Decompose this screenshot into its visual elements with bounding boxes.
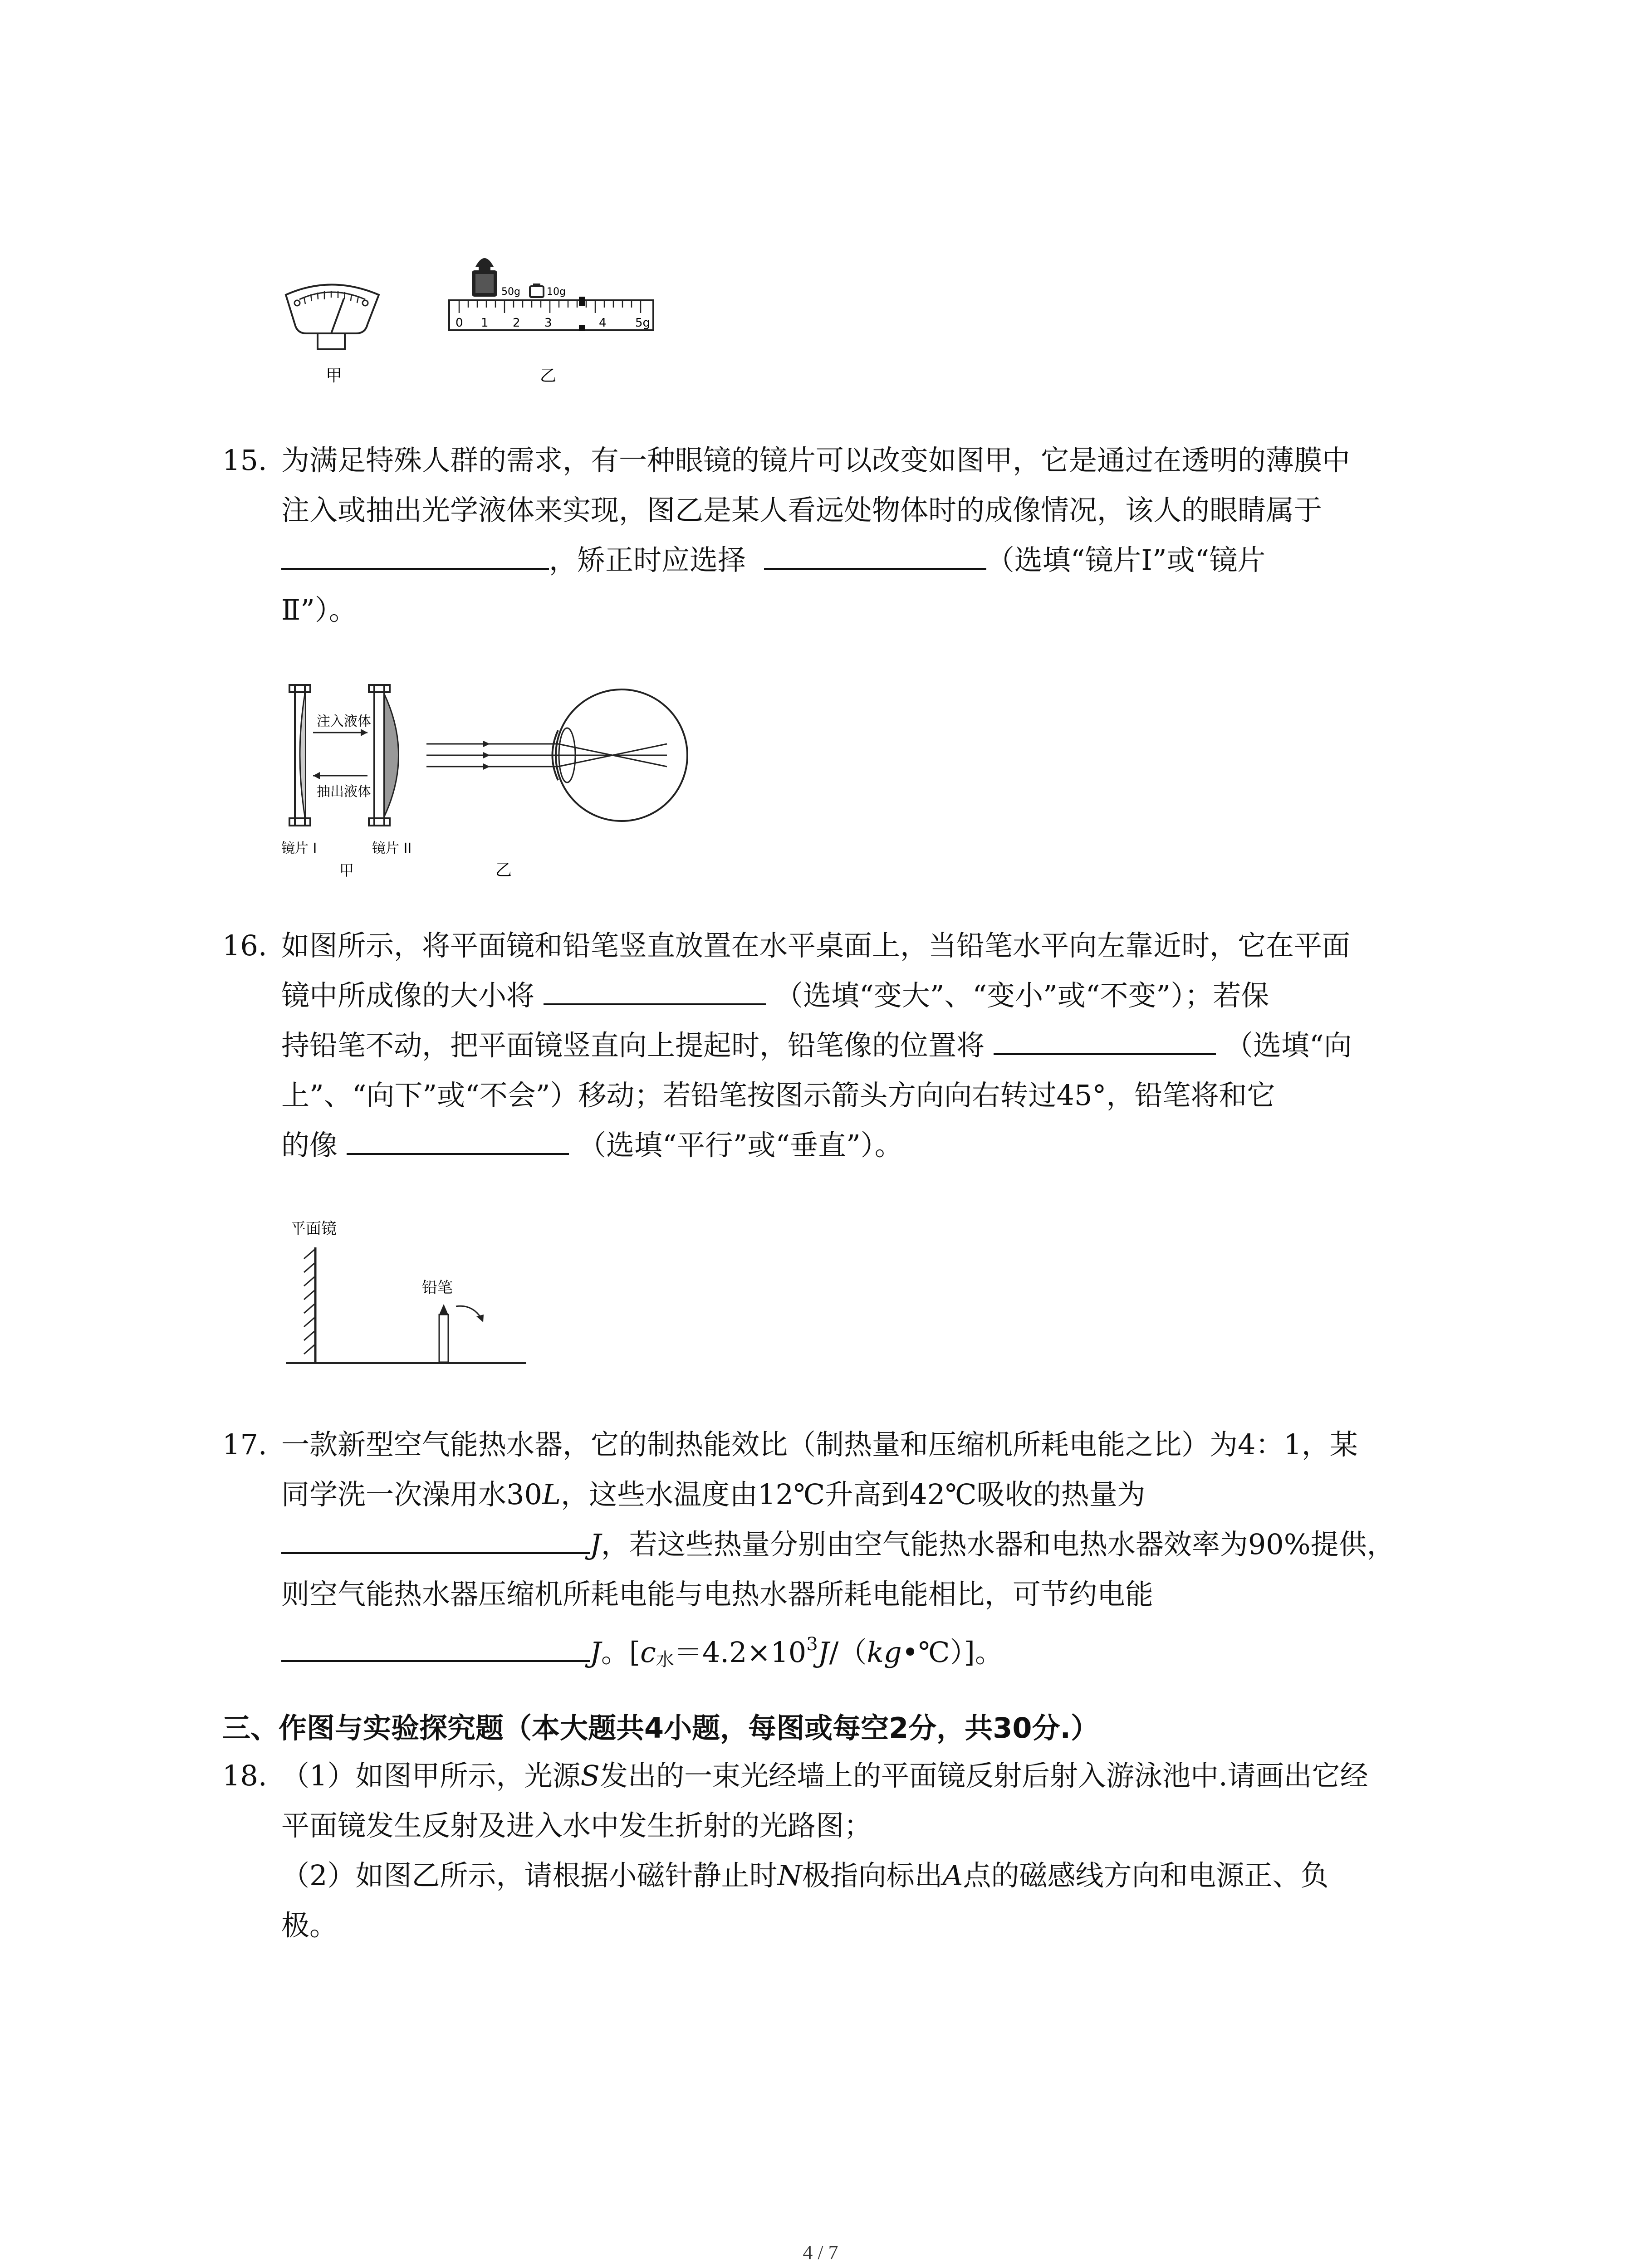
weight-10g-label: 10g: [547, 286, 566, 298]
label-yi: 乙: [495, 861, 512, 880]
q15-line3: [281, 535, 1447, 585]
q16-line3-end: （选填“向: [1225, 1029, 1352, 1062]
q17-line3-rest: ，若这些热量分别由空气能热水器和电热水器效率为90%提供，: [601, 1528, 1395, 1561]
q16-line5: [281, 1120, 1447, 1170]
question-number: 16.: [222, 929, 267, 962]
q18-p2-b: 极指向标出: [802, 1859, 943, 1892]
answer-blank[interactable]: [347, 1123, 569, 1155]
q15-line2: 注入或抽出光学液体来实现，图乙是某人看远处物体时的成像情况，该人的眼睛属于: [281, 494, 1323, 527]
figure-balance: [272, 231, 681, 395]
extract-liquid-label: 抽出液体: [317, 784, 371, 800]
weight-50g-label: 50g: [501, 286, 520, 298]
figure-lens-eye-drawing: [277, 676, 708, 880]
q16-line3-start: 持铅笔不动，把平面镜竖直向上提起时，铅笔像的位置将: [281, 1029, 985, 1062]
answer-blank[interactable]: [281, 538, 549, 570]
tick-4: 4: [599, 316, 607, 330]
symbol-A: A: [942, 1859, 963, 1892]
q16-line2-start: 镜中所成像的大小将: [281, 979, 535, 1012]
figure-mirror-pencil: [281, 1216, 535, 1370]
question-15: [222, 435, 1447, 635]
q16-line2: [281, 971, 1447, 1021]
q17-value: ＝4.2×10: [674, 1636, 807, 1669]
q18-p1-a: （1）如图甲所示，光源: [281, 1759, 581, 1792]
q15-line1: 为满足特殊人群的需求，有一种眼镜的镜片可以改变如图甲，它是通过在透明的薄膜中: [281, 444, 1351, 477]
q17-line2: [281, 1470, 1447, 1520]
q17-line5-end: •℃）]。: [901, 1636, 1003, 1669]
q15-line4: Ⅱ”）。: [281, 593, 357, 626]
exponent: 3: [806, 1634, 818, 1655]
question-number: 17.: [222, 1428, 267, 1461]
answer-blank[interactable]: [281, 1630, 590, 1662]
q17-slash: /（: [829, 1636, 867, 1669]
q16-line5-end: （选填“平行”或“垂直”）。: [578, 1129, 903, 1162]
symbol-S: S: [580, 1759, 600, 1792]
lens-2-label: 镜片 II: [372, 841, 412, 856]
q18-part2-line2: 极。: [281, 1909, 338, 1942]
q15-line3-mid: ，矫正时应选择: [549, 543, 746, 577]
unit-L: L: [542, 1478, 561, 1511]
label-jia: 甲: [326, 367, 343, 385]
figure-mirror-pencil-drawing: [281, 1216, 535, 1370]
answer-blank[interactable]: [994, 1023, 1216, 1055]
lens-1-label: 镜片 I: [281, 841, 317, 856]
subscript-water: 水: [656, 1649, 674, 1670]
answer-blank[interactable]: [764, 538, 986, 570]
figure-lens-eye: [277, 676, 708, 880]
section-heading: 三、作图与实验探究题（本大题共4小题，每图或每空2分，共30分.）: [222, 1711, 1099, 1745]
unit-J: J: [590, 1636, 601, 1669]
unit-kg: kg: [867, 1636, 902, 1669]
question-18: [222, 1751, 1447, 1950]
tick-1: 1: [481, 316, 489, 330]
tick-0: 0: [456, 316, 463, 330]
mirror-label: 平面镜: [290, 1220, 337, 1238]
tick-3: 3: [544, 316, 552, 330]
q16-line4: 上”、“向下”或“不会”）移动；若铅笔按图示箭头方向向右转过45°，铅笔将和它: [281, 1079, 1275, 1112]
label-jia: 甲: [339, 862, 354, 879]
question-17: [222, 1420, 1447, 1685]
q17-line5: [281, 1619, 1447, 1685]
q15-line3-end: （选填“镜片Ⅰ”或“镜片: [986, 543, 1266, 577]
tick-5g: 5g: [635, 316, 651, 330]
q17-line4: 则空气能热水器压缩机所耗电能与电热水器所耗电能相比，可节约电能: [281, 1578, 1154, 1611]
q18-p2-c: 点的磁感线方向和电源正、负: [963, 1859, 1329, 1892]
answer-blank[interactable]: [544, 973, 766, 1005]
label-yi: 乙: [540, 367, 557, 385]
q18-part2-line1: [281, 1851, 1447, 1901]
figure-balance-drawing: [272, 231, 681, 395]
q18-part1-line2: 平面镜发生反射及进入水中发生折射的光路图；: [281, 1809, 872, 1842]
question-16: [222, 921, 1447, 1170]
q16-line3: [281, 1021, 1447, 1070]
symbol-N: N: [777, 1859, 802, 1892]
q17-line2-a: 同学洗一次澡用水30: [281, 1478, 542, 1511]
question-number: 15.: [222, 444, 267, 477]
q17-line1: 一款新型空气能热水器，它的制热能效比（制热量和压缩机所耗电能之比）为4：1，某: [281, 1428, 1358, 1461]
page-number: 4 / 7: [803, 2241, 838, 2263]
inject-liquid-label: 注入液体: [317, 714, 371, 729]
symbol-c: c: [640, 1636, 656, 1669]
q16-line1: 如图所示，将平面镜和铅笔竖直放置在水平桌面上，当铅笔水平向左靠近时，它在平面: [281, 929, 1351, 962]
answer-blank[interactable]: [281, 1522, 590, 1554]
q18-part1-line1: [281, 1751, 1447, 1801]
unit-J: J: [818, 1636, 829, 1669]
unit-J: J: [590, 1528, 601, 1561]
pencil-label: 铅笔: [422, 1279, 453, 1297]
tick-2: 2: [513, 316, 520, 330]
q17-line3: [281, 1520, 1447, 1569]
question-number: 18.: [222, 1759, 267, 1792]
q18-p2-a: （2）如图乙所示，请根据小磁针静止时: [281, 1859, 778, 1892]
q17-line2-b: ，这些水温度由12℃升高到42℃吸收的热量为: [561, 1478, 1146, 1511]
q16-line2-end: （选填“变大”、“变小”或“不变”）；若保: [775, 979, 1269, 1012]
q18-p1-b: 发出的一束光经墙上的平面镜反射后射入游泳池中.请画出它经: [599, 1759, 1368, 1792]
q16-line5-start: 的像: [281, 1129, 338, 1162]
q17-bracket-open: 。[: [601, 1636, 641, 1669]
